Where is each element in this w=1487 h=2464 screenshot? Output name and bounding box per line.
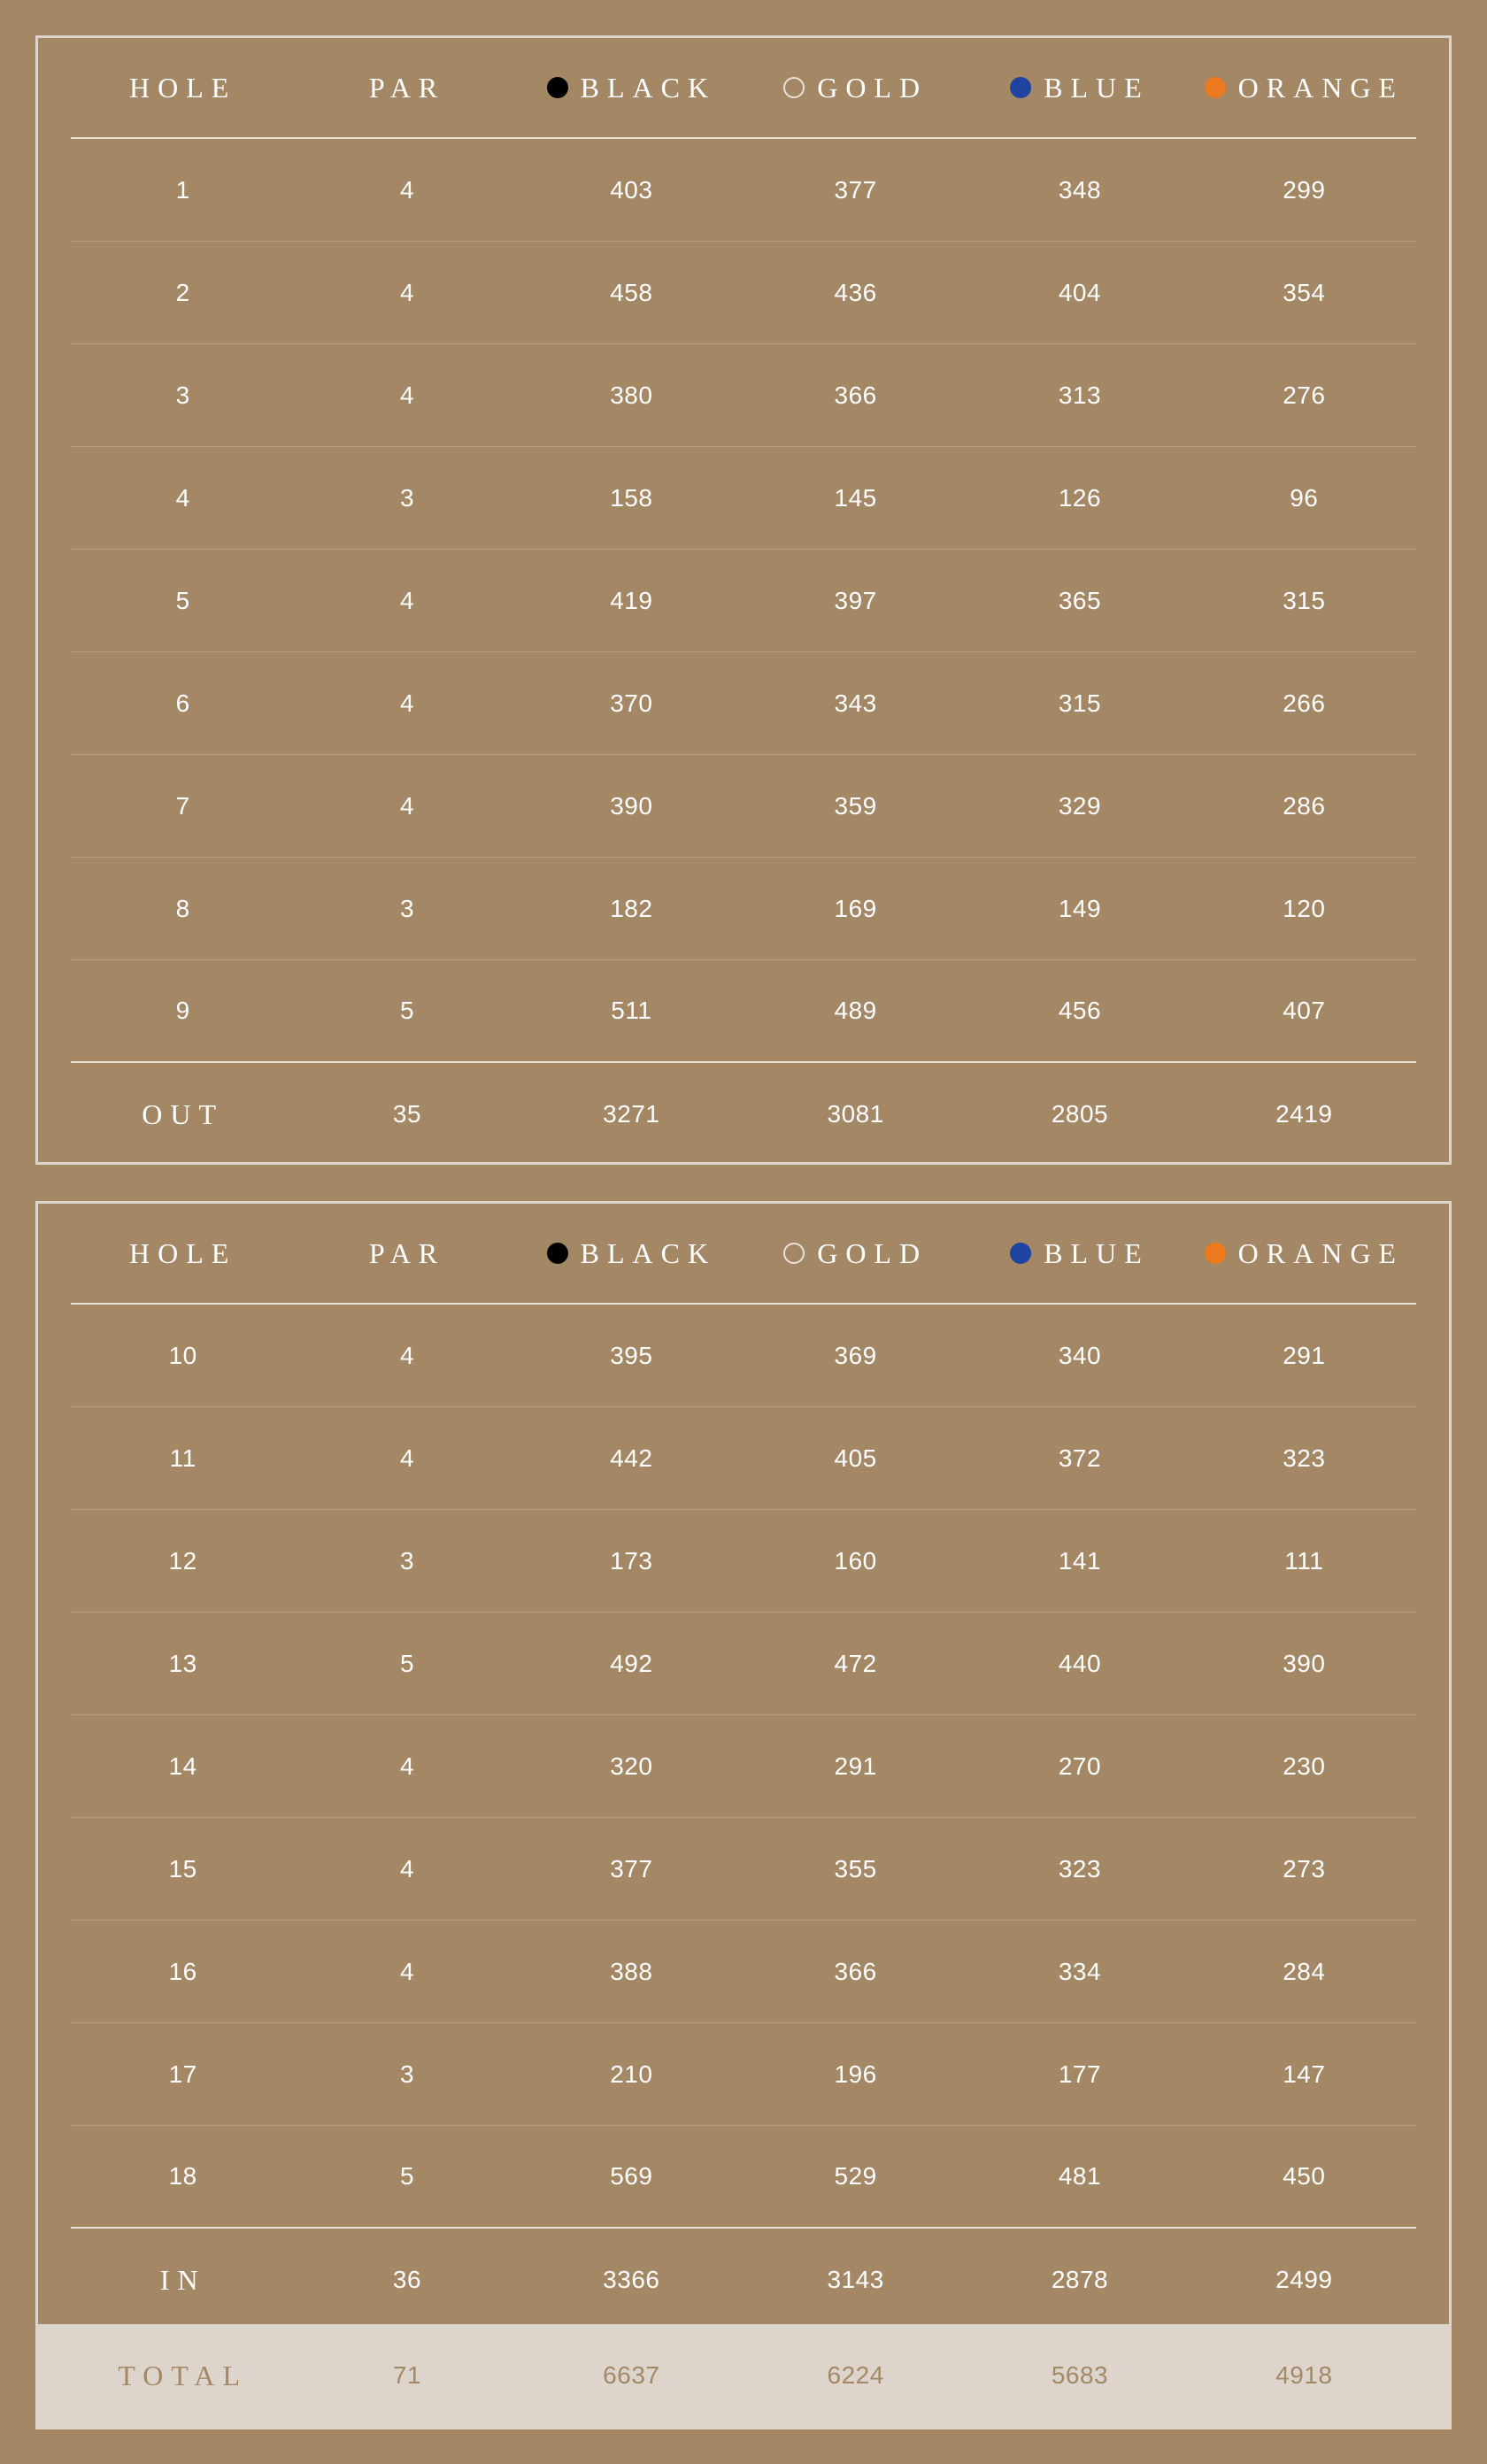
cell-gold: 145 — [834, 483, 877, 512]
cell-blue: 126 — [1058, 483, 1102, 512]
blue-tee-dot-icon — [1010, 77, 1031, 98]
column-gold-tee — [744, 72, 967, 104]
cell-orange: 266 — [1283, 689, 1326, 717]
table-header — [71, 38, 1416, 139]
cell-black: 210 — [610, 2060, 653, 2088]
in-gold: 3143 — [827, 2266, 884, 2293]
gold-tee-label: GOLD — [817, 71, 928, 104]
out-blue: 2805 — [1051, 1100, 1109, 1128]
cell-gold: 355 — [834, 1854, 877, 1883]
cell-hole: 3 — [175, 381, 190, 409]
cell-blue: 315 — [1058, 689, 1102, 717]
cell-gold: 369 — [834, 1341, 877, 1369]
column-orange-tee — [1192, 72, 1416, 104]
cell-orange: 111 — [1284, 1546, 1324, 1575]
table-row — [71, 858, 1416, 960]
cell-black: 182 — [610, 894, 653, 922]
cell-par: 4 — [399, 791, 415, 820]
black-tee-label: BLACK — [580, 1236, 717, 1269]
cell-hole: 8 — [175, 894, 190, 922]
cell-par: 4 — [399, 1957, 415, 1985]
gold-tee-label: GOLD — [817, 1236, 928, 1269]
cell-blue: 481 — [1058, 2162, 1102, 2190]
cell-par: 4 — [399, 1752, 415, 1780]
cell-orange: 323 — [1283, 1444, 1326, 1472]
column-par: PAR — [368, 1236, 446, 1269]
column-blue-tee — [967, 1237, 1191, 1270]
cell-gold: 436 — [834, 278, 877, 306]
cell-blue: 323 — [1058, 1854, 1102, 1883]
cell-par: 3 — [399, 894, 415, 922]
cell-gold: 397 — [834, 586, 877, 614]
total-gold: 6224 — [827, 2361, 884, 2389]
table-row — [71, 1407, 1416, 1510]
cell-blue: 348 — [1058, 175, 1102, 204]
cell-par: 4 — [399, 278, 415, 306]
out-label: OUT — [142, 1097, 225, 1130]
table-row — [71, 242, 1416, 344]
cell-hole: 6 — [175, 689, 190, 717]
cell-blue: 329 — [1058, 791, 1102, 820]
cell-orange: 291 — [1283, 1341, 1326, 1369]
cell-par: 5 — [399, 1649, 415, 1677]
cell-hole: 1 — [175, 175, 190, 204]
cell-blue: 365 — [1058, 586, 1102, 614]
cell-gold: 405 — [834, 1444, 877, 1472]
total-par: 71 — [392, 2361, 422, 2389]
table-row — [71, 755, 1416, 858]
blue-tee-dot-icon — [1010, 1243, 1031, 1264]
cell-gold: 366 — [834, 1957, 877, 1985]
cell-par: 5 — [399, 997, 415, 1024]
cell-hole: 17 — [168, 2060, 197, 2088]
cell-par: 4 — [399, 1444, 415, 1472]
cell-orange: 450 — [1283, 2162, 1326, 2190]
cell-hole: 2 — [175, 278, 190, 306]
cell-orange: 299 — [1283, 175, 1326, 204]
cell-black: 390 — [610, 791, 653, 820]
table-row — [71, 2023, 1416, 2126]
cell-par: 4 — [399, 689, 415, 717]
cell-par: 4 — [399, 1854, 415, 1883]
cell-blue: 334 — [1058, 1957, 1102, 1985]
cell-gold: 366 — [834, 381, 877, 409]
table-row — [71, 1818, 1416, 1921]
cell-hole: 11 — [169, 1444, 196, 1472]
cell-par: 3 — [399, 483, 415, 512]
cell-gold: 377 — [834, 175, 877, 204]
cell-orange: 286 — [1283, 791, 1326, 820]
cell-par: 3 — [399, 2060, 415, 2088]
table-row — [71, 1305, 1416, 1407]
cell-black: 380 — [610, 381, 653, 409]
cell-gold: 160 — [834, 1546, 877, 1575]
cell-blue: 404 — [1058, 278, 1102, 306]
cell-gold: 291 — [834, 1752, 877, 1780]
cell-black: 569 — [610, 2162, 653, 2190]
cell-hole: 4 — [175, 483, 190, 512]
total-row — [38, 2324, 1449, 2427]
black-tee-dot-icon — [547, 77, 568, 98]
out-subtotal-row — [71, 1063, 1416, 1166]
cell-gold: 343 — [834, 689, 877, 717]
cell-orange: 390 — [1283, 1649, 1326, 1677]
cell-hole: 13 — [168, 1649, 197, 1677]
cell-hole: 9 — [175, 997, 190, 1024]
orange-tee-dot-icon — [1205, 77, 1226, 98]
cell-par: 4 — [399, 1341, 415, 1369]
cell-blue: 440 — [1058, 1649, 1102, 1677]
back-nine-table — [71, 1204, 1416, 2331]
front-nine-table — [71, 38, 1416, 1166]
table-row — [71, 2126, 1416, 2229]
cell-hole: 15 — [168, 1854, 197, 1883]
cell-orange: 147 — [1283, 2060, 1326, 2088]
cell-black: 395 — [610, 1341, 653, 1369]
table-row — [71, 550, 1416, 652]
cell-black: 403 — [610, 175, 653, 204]
table-row — [71, 1921, 1416, 2023]
cell-black: 419 — [610, 586, 653, 614]
in-par: 36 — [392, 2266, 422, 2293]
cell-gold: 472 — [834, 1649, 877, 1677]
cell-hole: 5 — [175, 586, 190, 614]
in-label: IN — [159, 2263, 206, 2296]
table-row — [71, 344, 1416, 447]
column-blue-tee — [967, 72, 1191, 104]
cell-par: 5 — [399, 2162, 415, 2190]
out-black: 3271 — [603, 1100, 660, 1128]
cell-blue: 177 — [1058, 2060, 1102, 2088]
table-row — [71, 1613, 1416, 1715]
column-hole: HOLE — [129, 71, 237, 104]
cell-gold: 359 — [834, 791, 877, 820]
column-black-tee — [520, 1237, 744, 1270]
out-orange: 2419 — [1275, 1100, 1333, 1128]
back-nine-scorecard — [35, 1201, 1452, 2429]
column-orange-tee — [1192, 1237, 1416, 1270]
in-subtotal-row — [71, 2229, 1416, 2331]
in-blue: 2878 — [1051, 2266, 1109, 2293]
column-hole: HOLE — [129, 1236, 237, 1269]
cell-orange: 230 — [1283, 1752, 1326, 1780]
cell-gold: 196 — [834, 2060, 877, 2088]
cell-orange: 407 — [1283, 997, 1326, 1024]
orange-tee-label: ORANGE — [1237, 1236, 1404, 1269]
cell-black: 173 — [610, 1546, 653, 1575]
cell-par: 3 — [399, 1546, 415, 1575]
table-row — [71, 1715, 1416, 1818]
gold-tee-dot-icon — [783, 77, 805, 98]
cell-orange: 276 — [1283, 381, 1326, 409]
cell-blue: 340 — [1058, 1341, 1102, 1369]
cell-blue: 456 — [1058, 997, 1102, 1024]
cell-par: 4 — [399, 175, 415, 204]
blue-tee-label: BLUE — [1044, 1236, 1150, 1269]
cell-orange: 96 — [1290, 483, 1319, 512]
cell-blue: 313 — [1058, 381, 1102, 409]
table-row — [71, 447, 1416, 550]
cell-hole: 7 — [175, 791, 190, 820]
total-black: 6637 — [603, 2361, 660, 2389]
cell-black: 320 — [610, 1752, 653, 1780]
cell-gold: 169 — [834, 894, 877, 922]
table-row — [71, 139, 1416, 242]
cell-hole: 12 — [168, 1546, 197, 1575]
cell-black: 492 — [610, 1649, 653, 1677]
in-black: 3366 — [603, 2266, 660, 2293]
table-row — [71, 652, 1416, 755]
cell-blue: 141 — [1058, 1546, 1102, 1575]
orange-tee-dot-icon — [1205, 1243, 1226, 1264]
cell-gold: 529 — [834, 2162, 877, 2190]
cell-blue: 149 — [1058, 894, 1102, 922]
column-par: PAR — [368, 71, 446, 104]
column-black-tee — [520, 72, 744, 104]
cell-hole: 18 — [168, 2162, 197, 2190]
total-row-cells — [71, 2324, 1416, 2427]
cell-black: 511 — [611, 997, 652, 1024]
total-label: TOTAL — [118, 2359, 249, 2391]
table-header — [71, 1204, 1416, 1305]
cell-hole: 10 — [168, 1341, 197, 1369]
cell-orange: 284 — [1283, 1957, 1326, 1985]
cell-black: 458 — [610, 278, 653, 306]
gold-tee-dot-icon — [783, 1243, 805, 1264]
cell-blue: 372 — [1058, 1444, 1102, 1472]
cell-orange: 315 — [1283, 586, 1326, 614]
orange-tee-label: ORANGE — [1237, 71, 1404, 104]
cell-par: 4 — [399, 586, 415, 614]
cell-black: 370 — [610, 689, 653, 717]
front-nine-scorecard — [35, 35, 1452, 1165]
cell-hole: 14 — [168, 1752, 197, 1780]
cell-gold: 489 — [834, 997, 877, 1024]
black-tee-dot-icon — [547, 1243, 568, 1264]
total-blue: 5683 — [1051, 2361, 1109, 2389]
cell-par: 4 — [399, 381, 415, 409]
cell-blue: 270 — [1058, 1752, 1102, 1780]
cell-orange: 120 — [1283, 894, 1326, 922]
cell-black: 388 — [610, 1957, 653, 1985]
total-orange: 4918 — [1275, 2361, 1333, 2389]
cell-black: 442 — [610, 1444, 653, 1472]
table-row — [71, 960, 1416, 1063]
column-gold-tee — [744, 1237, 967, 1270]
black-tee-label: BLACK — [580, 71, 717, 104]
blue-tee-label: BLUE — [1044, 71, 1150, 104]
cell-hole: 16 — [168, 1957, 197, 1985]
cell-orange: 273 — [1283, 1854, 1326, 1883]
out-par: 35 — [392, 1100, 422, 1128]
in-orange: 2499 — [1275, 2266, 1333, 2293]
table-row — [71, 1510, 1416, 1613]
cell-black: 377 — [610, 1854, 653, 1883]
out-gold: 3081 — [827, 1100, 884, 1128]
cell-orange: 354 — [1283, 278, 1326, 306]
cell-black: 158 — [610, 483, 653, 512]
